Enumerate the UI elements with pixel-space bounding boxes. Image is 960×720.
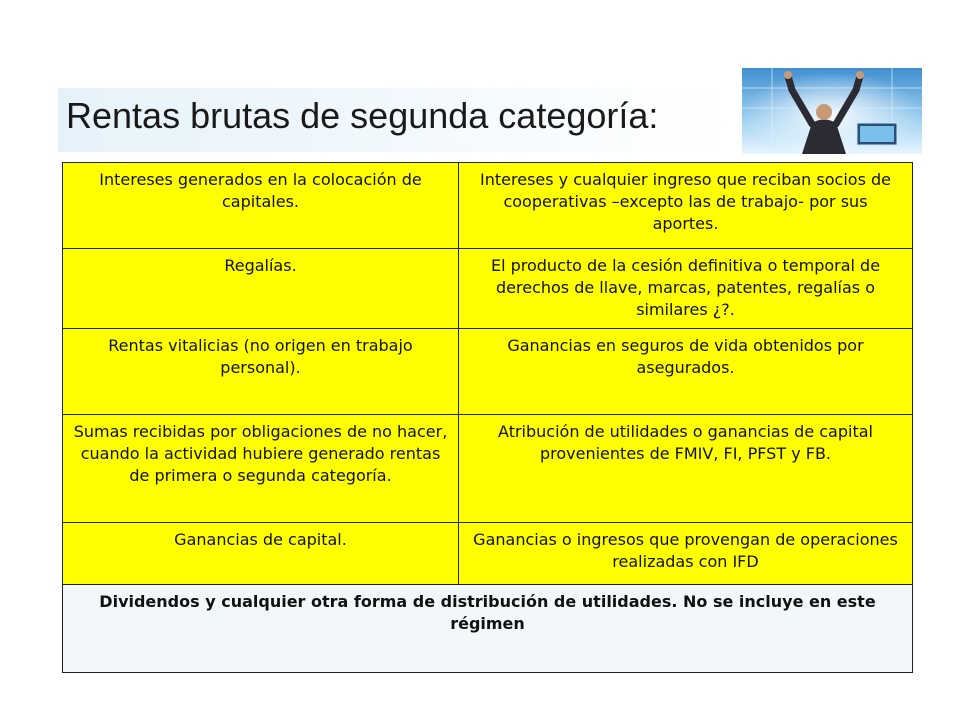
table-cell: Intereses generados en la colocación de capitales. [63,163,459,249]
table-cell: El producto de la cesión definitiva o temporal de derechos de llave, marcas, patentes, regalías o similares ¿?. [459,249,913,329]
table-cell: Regalías. [63,249,459,329]
celebrating-person-icon [742,68,922,154]
table-cell: Intereses y cualquier ingreso que reciban socios de cooperativas –excepto las de trabajo- por sus aportes. [459,163,913,249]
table-cell: Atribución de utilidades o ganancias de capital provenientes de FMIV, FI, PFST y FB. [459,415,913,523]
table-row [63,249,913,329]
income-table [62,162,912,672]
table-row [63,163,913,249]
table-cell: Ganancias de capital. [63,523,459,585]
table-cell: Sumas recibidas por obligaciones de no hacer, cuando la actividad hubiere generado rentas de primera o segunda categoría. [63,415,459,523]
table-row [63,329,913,415]
table-cell: Rentas vitalicias (no origen en trabajo personal). [63,329,459,415]
table-footer-cell: Dividendos y cualquier otra forma de distribución de utilidades. No se incluye en este régimen [63,585,913,673]
table-cell: Ganancias o ingresos que provengan de operaciones realizadas con IFD [459,523,913,585]
table-footer-row [63,585,913,673]
table-row [63,523,913,585]
slide-title: Rentas brutas de segunda categoría: [66,95,659,136]
income-table-grid [62,162,913,673]
table-cell: Ganancias en seguros de vida obtenidos por asegurados. [459,329,913,415]
table-row [63,415,913,523]
